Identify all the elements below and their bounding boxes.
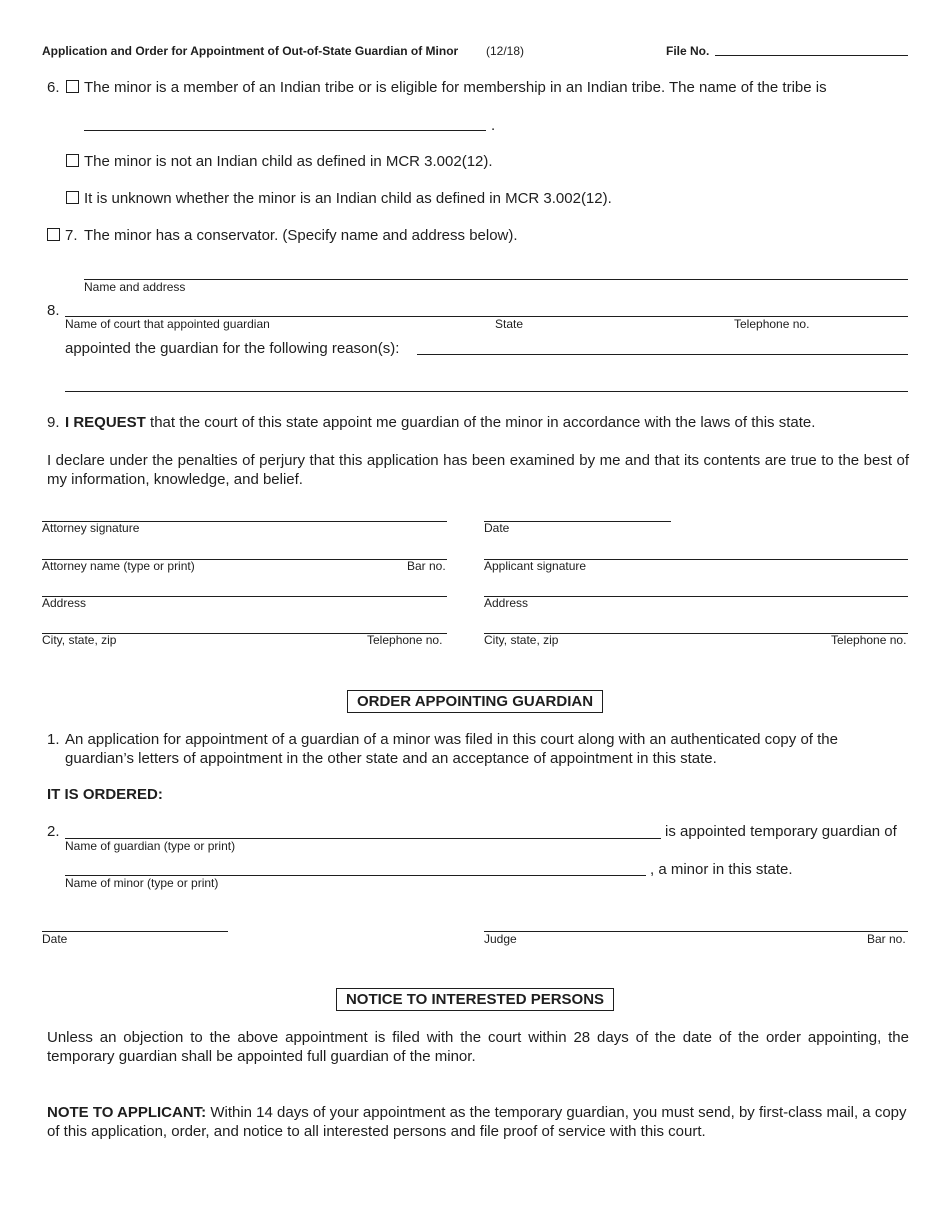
conservator-text: The minor has a conservator. (Specify name and address below). [84,227,518,244]
court-telephone-label: Telephone no. [734,317,810,331]
perjury-declaration: I declare under the penalties of perjury that this application has been examined by me and that its contents are true to the best of my information, knowledge, and belief. [47,452,909,488]
applicant-signature-label: Applicant signature [484,559,587,573]
it-is-ordered: IT IS ORDERED: [47,786,163,803]
request-bold: I REQUEST [65,414,146,431]
attorney-name-label: Attorney name (type or print) [42,559,195,573]
applicant-address-field[interactable] [484,596,908,597]
form-revision-date: (12/18) [486,44,525,58]
conservator-checkbox[interactable] [47,228,60,241]
guardian-name-label: Name of guardian (type or print) [65,839,236,853]
order-date-label: Date [42,932,68,946]
tribe-member-checkbox[interactable] [66,80,79,93]
appointed-text: is appointed temporary guardian of [665,823,897,840]
file-no-field[interactable] [715,55,908,56]
judge-label: Judge [484,932,517,946]
order-item-1-number: 1. [47,731,60,748]
order-item-1-text: An application for appointment of a guardian of a minor was filed in this court along with an authenticated copy of the guardian’s letters of appointment in the other state and an acceptance of appointment in this state. [65,731,838,767]
minor-in-state-text: , a minor in this state. [650,861,793,878]
attorney-address-field[interactable] [42,596,447,597]
reason-text: appointed the guardian for the following reason(s): [65,340,400,357]
order-heading: ORDER APPOINTING GUARDIAN [347,690,603,713]
notice-text: Unless an objection to the above appointment is filed with the court within 28 days of the date of the order appointing, the temporary guardian shall be appointed full guardian of the minor. [47,1029,909,1065]
attorney-bar-no-label: Bar no. [407,559,446,573]
applicant-address-label: Address [484,596,529,610]
tribe-name-period: . [491,117,496,134]
request-text: that the court of this state appoint me guardian of the minor in accordance with the laws of this state. [150,414,816,431]
note-to-applicant-bold: NOTE TO APPLICANT: [47,1104,207,1121]
tribe-name-field[interactable] [84,130,486,131]
minor-name-label: Name of minor (type or print) [65,876,219,890]
attorney-city-label: City, state, zip [42,633,117,647]
applicant-city-label: City, state, zip [484,633,559,647]
court-name-label: Name of court that appointed guardian [65,317,270,331]
judge-bar-no-label: Bar no. [867,932,906,946]
note-to-applicant-text: Within 14 days of your appointment as the temporary guardian, you must send, by first-class mail, a copy of this application, order, and notice to all interested persons and file proof of service with this court. [47,1104,907,1140]
name-address-label: Name and address [84,280,186,294]
notice-heading: NOTICE TO INTERESTED PERSONS [336,988,614,1011]
form-title: Application and Order for Appointment of Out-of-State Guardian of Minor [42,44,459,58]
attorney-address-label: Address [42,596,87,610]
order-item-2-number: 2. [47,823,60,840]
item-6-number: 6. [47,79,60,96]
reason-field-line-1[interactable] [417,354,908,355]
note-to-applicant [47,1103,909,1141]
reason-field-line-2[interactable] [65,391,908,392]
item-9-number: 9. [47,414,60,431]
unknown-indian-checkbox[interactable] [66,191,79,204]
judge-signature-field[interactable] [484,931,908,932]
date-field[interactable] [484,521,671,522]
tribe-member-text: The minor is a member of an Indian tribe or is eligible for membership in an Indian tribe. The name of the tribe is [84,79,827,96]
order-date-field[interactable] [42,931,228,932]
court-state-label: State [495,317,524,331]
file-no-label: File No. [666,44,710,58]
attorney-telephone-label: Telephone no. [367,633,443,647]
applicant-telephone-label: Telephone no. [831,633,907,647]
item-8-number: 8. [47,302,60,319]
attorney-signature-label: Attorney signature [42,521,140,535]
unknown-indian-text: It is unknown whether the minor is an Indian child as defined in MCR 3.002(12). [84,190,612,207]
conservator-name-address-field[interactable] [84,279,908,280]
request-statement [65,414,815,431]
date-label: Date [484,521,510,535]
not-indian-checkbox[interactable] [66,154,79,167]
item-7-number: 7. [65,227,78,244]
not-indian-text: The minor is not an Indian child as defined in MCR 3.002(12). [84,153,493,170]
